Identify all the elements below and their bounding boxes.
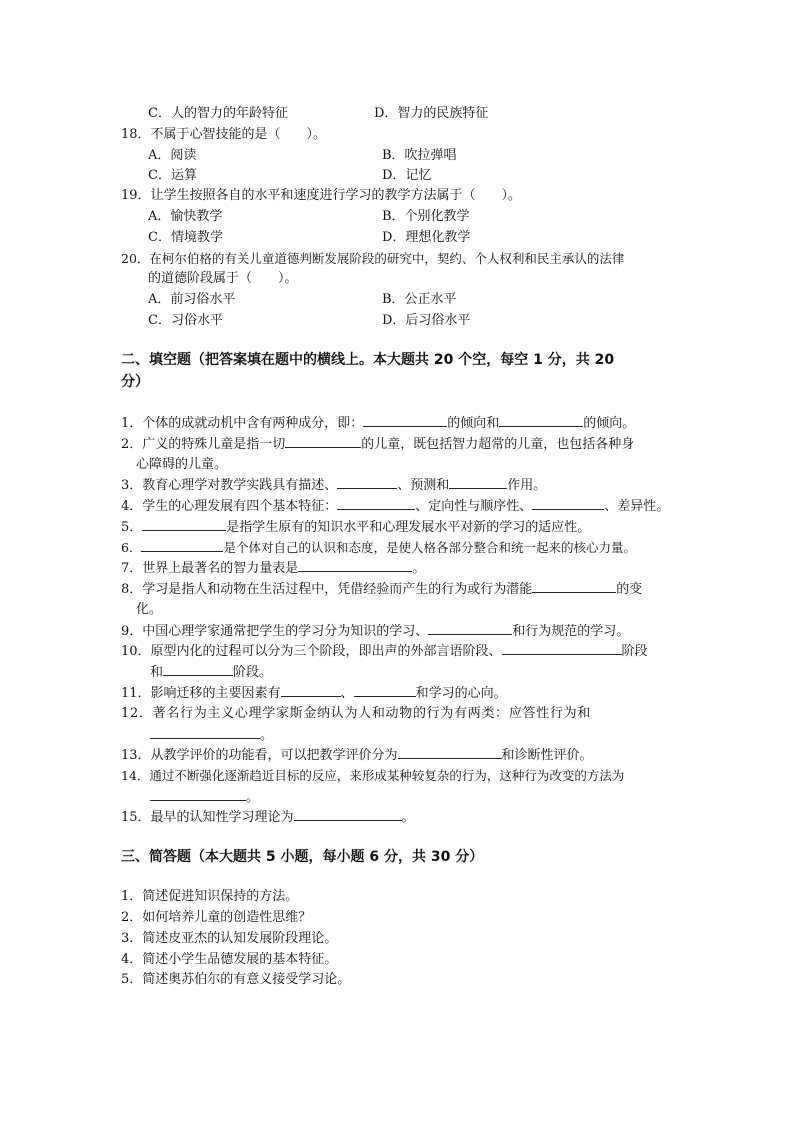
fill-q13 (121, 746, 593, 764)
fill-q3 (121, 476, 546, 494)
answer-blank[interactable] (499, 414, 583, 427)
q19-option-a: A．愉快教学 (148, 209, 223, 224)
q18-stem: 18．不属于心智技能的是（ ）。 (121, 127, 327, 142)
answer-blank[interactable] (285, 435, 361, 448)
q20-stem-line2: 的道德阶段属于（ ）。 (148, 271, 298, 286)
fill-q10-text: 阶段。 (233, 665, 273, 680)
fill-q7 (121, 559, 425, 577)
fill-q4-text: 4．学生的心理发展有四个基本特征： (121, 499, 338, 514)
section2-heading-cont: 分） (121, 374, 149, 390)
q18-option-c: C．运算 (148, 168, 197, 183)
fill-q1-text: 1．个体的成就动机中含有两种成分，即： (121, 416, 364, 431)
q20-option-b: B．公正水平 (382, 292, 457, 307)
fill-q8-text: 的变 (616, 582, 643, 597)
fill-q3-text: 3．教育心理学对教学实践具有描述、 (121, 478, 338, 493)
section2-heading: 二、填空题（把答案填在题中的横线上。本大题共 20 个空，每空 1 分，共 20 (121, 352, 615, 368)
fill-q11 (121, 684, 507, 702)
q17-option-c: C．人的智力的年龄特征 (148, 106, 288, 121)
short-answer-item: 2．如何培养儿童的创造性思维？ (121, 910, 312, 925)
fill-q2 (121, 435, 634, 453)
answer-blank[interactable] (142, 518, 226, 531)
fill-q10-cont (150, 663, 272, 681)
fill-q8 (121, 580, 642, 598)
fill-q13-text: 和诊断性评价。 (501, 748, 593, 763)
short-answer-item: 4．简述小学生品德发展的基本特征。 (121, 952, 338, 967)
fill-q2-text: 2．广义的特殊儿童是指一切 (121, 437, 286, 452)
fill-q2-text: 的儿童，既包括智力超常的儿童，也包括各种身 (361, 437, 635, 452)
answer-blank[interactable] (532, 580, 616, 593)
q20-option-a: A．前习俗水平 (148, 292, 236, 307)
answer-blank[interactable] (337, 497, 415, 510)
fill-q15-text: 。 (401, 810, 415, 825)
answer-blank[interactable] (150, 726, 260, 739)
q18-option-d: D．记忆 (382, 168, 432, 183)
answer-blank[interactable] (398, 746, 502, 759)
fill-q4 (121, 497, 669, 515)
fill-q7-text: 。 (412, 561, 426, 576)
answer-blank[interactable] (337, 476, 397, 489)
fill-q6-text: 是个体对自己的认识和态度，是使人格各部分整合和统一起来的核心力量。 (223, 540, 636, 555)
fill-q14-text: 。 (246, 790, 260, 805)
q20-option-d: D．后习俗水平 (382, 313, 471, 328)
fill-q12-cont (150, 726, 273, 744)
fill-q11-text: 11．影响迁移的主要因素有 (121, 686, 281, 701)
fill-q9-text: 和行为规范的学习。 (512, 624, 630, 639)
q19-option-b: B．个别化教学 (382, 209, 470, 224)
fill-q4-text: 、差异性。 (604, 499, 670, 514)
fill-q1 (121, 414, 635, 432)
fill-q14: 14．通过不断强化逐渐趋近目标的反应，来形成某种较复杂的行为，这种行为改变的方法为 (121, 768, 625, 783)
answer-blank[interactable] (150, 788, 246, 801)
fill-q9-text: 9．中国心理学家通常把学生的学习分为知识的学习、 (121, 624, 429, 639)
fill-q12: 12．著名行为主义心理学家斯金纳认为人和动物的行为有两类：应答性行为和 (121, 706, 592, 721)
q17-option-d: D．智力的民族特征 (374, 106, 489, 121)
fill-q15 (121, 808, 415, 826)
answer-blank[interactable] (428, 622, 512, 635)
fill-q4-text: 、定向性与顺序性、 (415, 499, 533, 514)
answer-blank[interactable] (502, 642, 622, 655)
answer-blank[interactable] (363, 414, 447, 427)
fill-q3-text: 、预测和 (397, 478, 450, 493)
answer-blank[interactable] (532, 497, 604, 510)
fill-q10 (121, 642, 648, 660)
fill-q14-cont (150, 788, 259, 806)
fill-q12-text: 。 (260, 728, 274, 743)
fill-q8-text: 8．学习是指人和动物在生活过程中，凭借经验而产生的行为或行为潜能 (121, 582, 533, 597)
fill-q1-text: 的倾向。 (583, 416, 636, 431)
q19-stem: 19．让学生按照各自的水平和速度进行学习的教学方法属于（ ）。 (121, 188, 522, 203)
fill-q13-text: 13．从教学评价的功能看，可以把教学评价分为 (121, 748, 398, 763)
fill-q2-cont: 心障碍的儿童。 (136, 457, 228, 472)
q20-option-c: C．习俗水平 (148, 313, 223, 328)
fill-q6-text: 6． (121, 540, 142, 555)
answer-blank[interactable] (163, 663, 233, 676)
answer-blank[interactable] (141, 539, 223, 552)
fill-q11-text: 、 (340, 686, 354, 701)
fill-q5-text: 是指学生原有的知识水平和心理发展水平对新的学习的适应性。 (226, 520, 591, 535)
section3-heading: 三、简答题（本大题共 5 小题，每小题 6 分，共 30 分） (121, 849, 484, 865)
short-answer-item: 5．简述奥苏伯尔的有意义接受学习论。 (121, 972, 351, 987)
short-answer-item: 1．简述促进知识保持的方法。 (121, 889, 299, 904)
fill-q10-text: 阶段 (621, 644, 648, 659)
answer-blank[interactable] (294, 808, 402, 821)
answer-blank[interactable] (354, 684, 416, 697)
answer-blank[interactable] (281, 684, 341, 697)
q20-stem-line1: 20．在柯尔伯格的有关儿童道德判断发展阶段的研究中，契约、个人权利和民主承认的法律 (121, 251, 625, 266)
answer-blank[interactable] (298, 559, 412, 572)
q18-option-a: A．阅读 (148, 148, 197, 163)
fill-q6 (121, 539, 636, 556)
fill-q3-text: 作用。 (507, 478, 547, 493)
fill-q5-text: 5． (121, 520, 143, 535)
fill-q7-text: 7．世界上最著名的智力量表是 (121, 561, 299, 576)
q19-option-d: D．理想化教学 (382, 230, 471, 245)
fill-q5 (121, 518, 590, 536)
fill-q11-text: 和学习的心向。 (415, 686, 507, 701)
q19-option-c: C．情境教学 (148, 230, 223, 245)
fill-q1-text: 的倾向和 (447, 416, 500, 431)
short-answer-item: 3．简述皮亚杰的认知发展阶段理论。 (121, 931, 338, 946)
fill-q10-text: 10．原型内化的过程可以分为三个阶段，即出声的外部言语阶段、 (121, 644, 502, 659)
fill-q8-cont: 化。 (136, 602, 163, 617)
fill-q10-text: 和 (150, 665, 164, 680)
answer-blank[interactable] (449, 476, 507, 489)
fill-q15-text: 15．最早的认知性学习理论为 (121, 810, 294, 825)
q18-option-b: B．吹拉弹唱 (382, 148, 457, 163)
fill-q9 (121, 622, 629, 640)
